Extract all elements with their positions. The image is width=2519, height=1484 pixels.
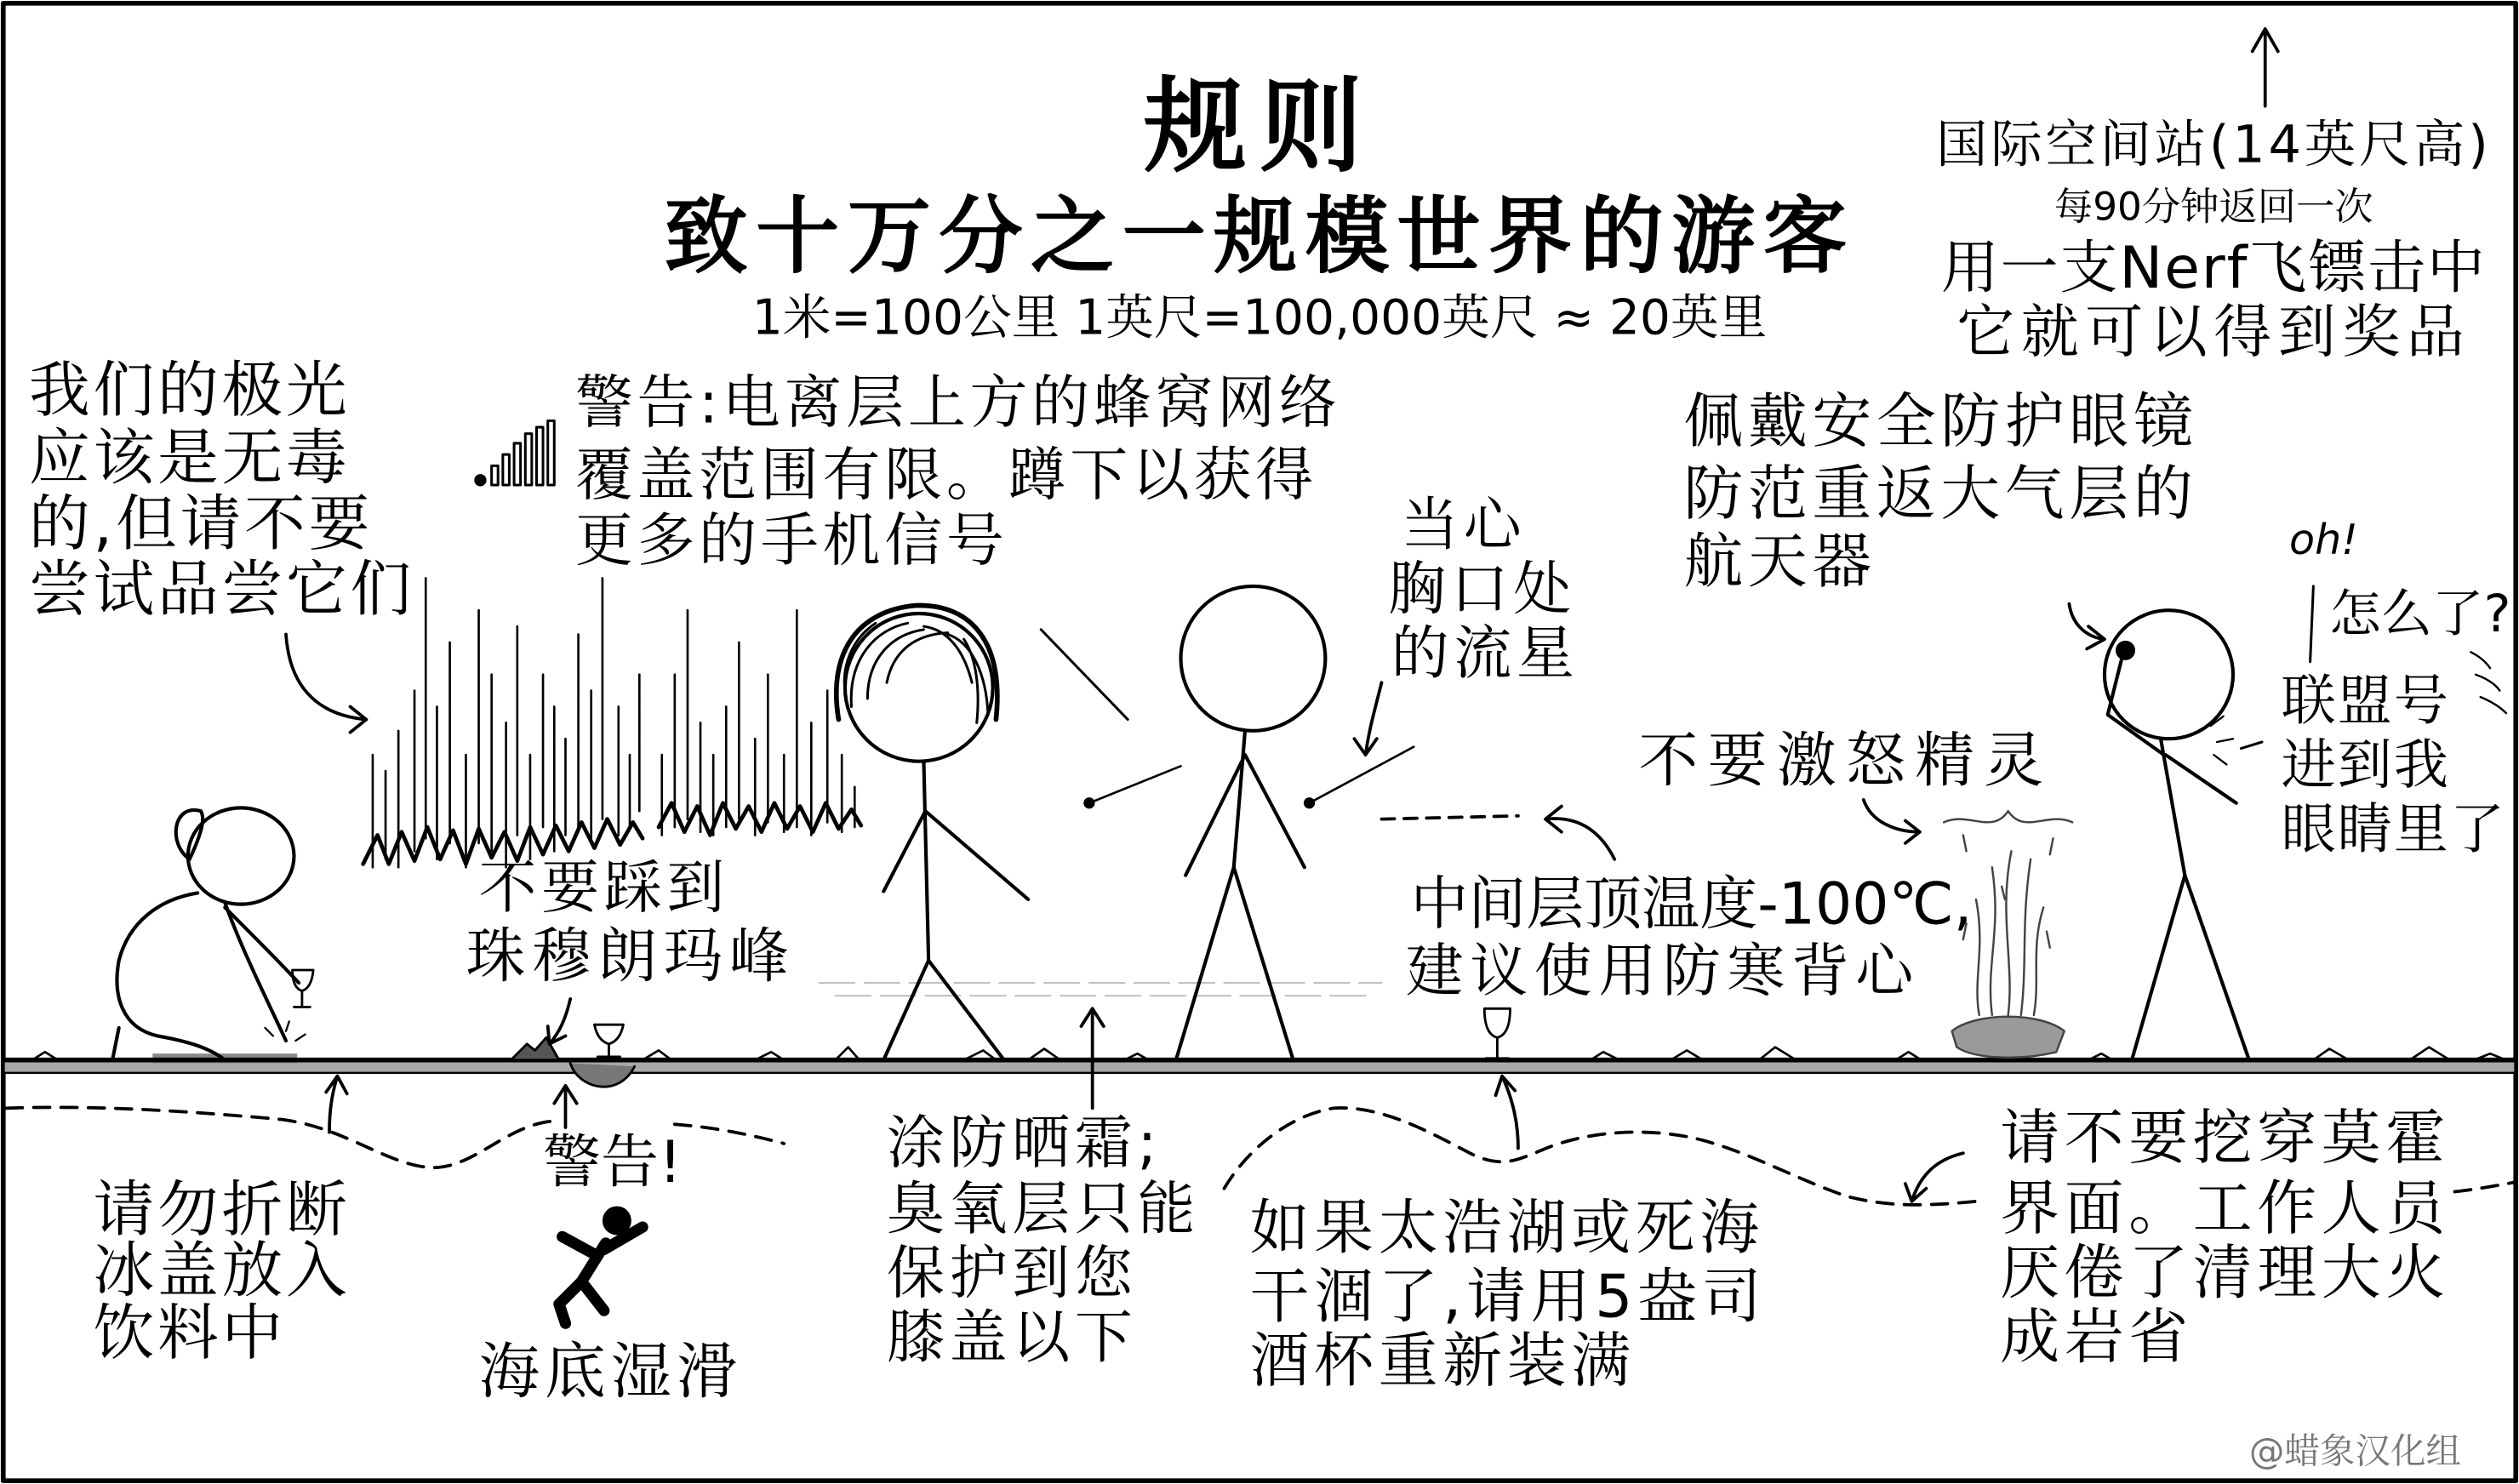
ocean-trench (570, 1063, 635, 1087)
iss-note-line: 它就可以得到奖品 (1956, 300, 2471, 367)
sunscreen-note-line: 涂防晒霜; (887, 1111, 1162, 1178)
sea-surface-lines (820, 983, 1382, 996)
arm (225, 903, 286, 1041)
ice-cap-note-line: 冰盖放入 (93, 1235, 351, 1306)
mesopause-note-line: 建议使用防寒背心 (1405, 939, 1920, 1006)
figure-with-hair (837, 606, 1028, 1060)
lakes-note-line: 干涸了,请用5盎司 (1249, 1262, 1767, 1332)
subtitle: 致十万分之一规模世界的游客 (664, 189, 1855, 286)
wine-glass (293, 970, 314, 1007)
signal-bar (514, 443, 521, 485)
iss-note-line: 国际空间站(14英尺高) (1936, 114, 2492, 175)
aurora (363, 578, 861, 867)
signal-bar (548, 421, 555, 485)
meteor-arrow (1354, 682, 1381, 755)
sea-floor-warning: 警告! (543, 1130, 683, 1197)
soyuz-note-line: 进到我 (2281, 733, 2450, 799)
aurora-note-line: 的,但请不要 (28, 488, 374, 559)
arm (225, 907, 299, 983)
body (923, 762, 928, 961)
meteor (1305, 799, 1313, 807)
back (117, 893, 198, 1036)
goggles-note-line: 佩戴安全防护眼镜 (1683, 386, 2198, 457)
everest-note-line: 珠穆朗玛峰 (466, 922, 796, 991)
meteors (1041, 630, 1414, 808)
stick-figure (1176, 586, 1326, 1060)
cell-note-line: 警告:电离层上方的蜂窝网络 (574, 371, 1341, 437)
sunscreen-note-line: 膝盖以下 (887, 1305, 1138, 1372)
signal-bar (537, 427, 544, 485)
meteor-streak (1089, 766, 1181, 802)
aurora-note-line: 我们的极光 (28, 355, 351, 426)
meteor-note-line: 胸口处 (1388, 556, 1576, 624)
hand (2117, 642, 2133, 659)
mesopause-arrow (1545, 806, 1614, 859)
pain-marks (2211, 716, 2233, 765)
speech-line (2311, 586, 2314, 662)
slippery-surface-icon (559, 1206, 643, 1323)
iss-note-line: 用一支Nerf飞镖击中 (1940, 236, 2487, 302)
everest-arrow (548, 999, 570, 1044)
meteor (1085, 799, 1093, 807)
moho-note-line: 请不要挖穿莫霍 (2000, 1103, 2450, 1173)
moho-note-line: 成岩省 (2000, 1302, 2193, 1372)
head (2105, 610, 2233, 739)
aurora-note-line: 尝试品尝它们 (28, 554, 415, 625)
aurora-arrow (286, 635, 366, 733)
signal-bar (503, 454, 510, 485)
lakes-note-line: 酒杯重新装满 (1249, 1327, 1636, 1396)
cell-note-line: 覆盖范围有限。蹲下以获得 (574, 442, 1317, 510)
sound-marks (2470, 652, 2506, 713)
goggles-arrow (2069, 604, 2105, 649)
mesopause-note-line: 中间层顶温度-100℃, (1410, 871, 1973, 939)
legs (883, 961, 1004, 1060)
scale-note: 1米=100公里 1英尺=100,000英尺 ≈ 20英里 (751, 290, 1768, 347)
signal-dot (476, 476, 485, 485)
moho-note-line: 界面。工作人员 (2000, 1173, 2450, 1243)
sunscreen-note-line: 保护到您 (887, 1241, 1138, 1308)
genie-arrow (1864, 800, 1920, 843)
wine-glass (594, 1025, 623, 1057)
sea-floor-note: 海底湿滑 (478, 1336, 743, 1407)
speech-line (2241, 742, 2262, 749)
pictogram-legs (559, 1281, 604, 1323)
soyuz-note-line: 眼睛里了 (2281, 798, 2506, 863)
legs (1176, 867, 1294, 1059)
sunscreen-note-line: 臭氧层只能 (887, 1177, 1201, 1243)
cell-note-line: 更多的手机信号 (574, 509, 1008, 575)
page-title: 规则 (1144, 69, 1375, 188)
signal-bar (492, 465, 499, 485)
kneeling-figure (112, 808, 306, 1059)
arms (1185, 755, 1305, 876)
goggles-note-line: 航天器 (1683, 527, 1876, 596)
ice-cap-note-line: 请勿折断 (93, 1173, 351, 1245)
arm (2166, 755, 2236, 803)
question: 怎么了? (2329, 583, 2511, 644)
aurora-note-line: 应该是无毒 (28, 422, 351, 494)
iss-note-line: 每90分钟返回一次 (2053, 185, 2373, 230)
arms (883, 811, 1028, 899)
body (1234, 731, 1245, 867)
meteor-streak (1310, 747, 1414, 803)
lake-arrow (1495, 1076, 1517, 1149)
genie-note: 不要激怒精灵 (1638, 726, 2053, 796)
legs (2132, 876, 2249, 1060)
leg (112, 1028, 119, 1060)
moho-note-line: 厌倦了清理大火 (2000, 1238, 2450, 1308)
signal-bar (525, 434, 532, 485)
moho-arrow (1905, 1153, 1963, 1201)
goggles-note-line: 防范重返大气层的 (1683, 459, 2198, 528)
translator-credit: @蜡象汉化组 (2248, 1432, 2462, 1473)
lakes-note-line: 如果太浩湖或死海 (1249, 1193, 1764, 1263)
mesopause-line (1381, 816, 1517, 819)
everest-note-line: 不要踩到 (478, 856, 730, 922)
ice-cap-arrow (326, 1076, 347, 1133)
ice-cap-note-line: 饮料中 (93, 1298, 287, 1369)
meteor-streak (1041, 630, 1128, 720)
exclamation: oh! (2289, 517, 2358, 566)
cell-signal-icon (476, 421, 555, 485)
aurora-streaks (373, 578, 854, 867)
head (1181, 586, 1326, 731)
meteor-note-line: 当心 (1401, 493, 1527, 559)
wine-glass (1484, 1008, 1510, 1059)
geyser-droplets (1963, 835, 2053, 947)
sea-floor-arrow (554, 1086, 576, 1127)
meteor-note-line: 的流星 (1391, 621, 1579, 688)
head (188, 808, 294, 904)
geyser-base (1952, 1017, 2065, 1058)
soyuz-note-line: 联盟号 (2281, 670, 2450, 734)
